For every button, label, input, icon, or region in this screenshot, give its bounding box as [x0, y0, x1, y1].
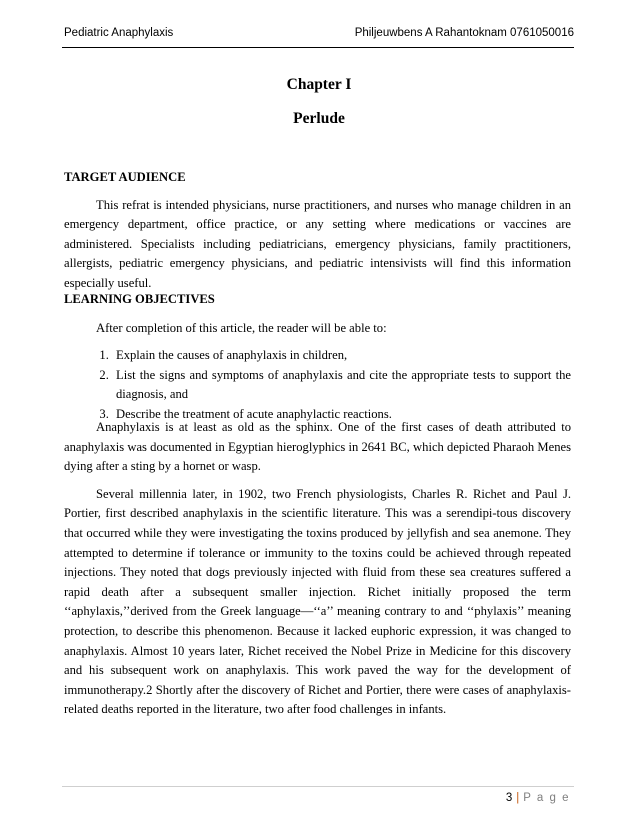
paragraph: Anaphylaxis is at least as old as the sphinx. One of the first cases of death attributed to anaphylaxis was documented in Egyptian hieroglyphics in 2641 BC, which depicted Pharaoh Menes dying after a sting by a hornet or wasp. [64, 420, 571, 474]
chapter-title: Perlude [293, 110, 345, 127]
target-audience-section [64, 168, 571, 294]
body-text [64, 418, 571, 720]
page-header [64, 27, 574, 39]
section-heading: TARGET AUDIENCE [64, 170, 186, 184]
header-author: Philjeuwbens A Rahantoknam 0761050016 [354, 27, 574, 39]
objectives-list [64, 346, 571, 424]
list-item: 2. List the signs and symptoms of anaphylaxis and cite the appropriate tests to support the diagnosis, and [112, 366, 571, 405]
list-item: 1. Explain the causes of anaphylaxis in children, [112, 346, 571, 366]
paragraph: Several millennia later, in 1902, two French physiologists, Charles R. Richet and Paul J. Portier, first described anaphylaxis in the scientific literature. This was a serendipi-tous discovery that occurred while they were investigating the toxins produced by jellyfish and sea anemone. They attempted to determine if tolerance or immunity to the toxins could be achieved through repeated injections. They noted that dogs previously injected with fluid from these sea creatures suffered a rapid death after a subsequent smaller injection. Richet initially proposed the term ‘‘aphylaxis,’’derived from the Greek language—‘‘a’’ meaning contrary to and ‘‘phylaxis’’ meaning protection, to describe this phenomenon. Because it lacked euphoric expression, it was changed to anaphylaxis. Almost 10 years later, Richet received the Nobel Prize in Medicine for this discovery and his subsequent work on anaphylaxis. This work paved the way for the development of immunotherapy.2 Shortly after the discovery of Richet and Portier, there were cases of anaphylaxis-related deaths reported in the literature, two after food challenges in infants. [64, 486, 571, 717]
footer-separator: | [516, 792, 520, 804]
paragraph: This refrat is intended physicians, nurse practitioners, and nurses who manage children in an emergency department, office practice, or any setting where medications or vaccines are administered. Specialists including pediatricians, emergency physicians, family practitioners, allergists, pediatric emergency physicians, and pediatric intensivists will find this information especially useful. [64, 197, 571, 290]
header-divider [62, 47, 574, 48]
chapter-number: Chapter I [286, 76, 352, 93]
list-item: 3. Describe the treatment of acute anaphylactic reactions. [112, 405, 571, 425]
header-title: Pediatric Anaphylaxis [64, 27, 174, 39]
page-number: 3 [505, 792, 513, 804]
paragraph: After completion of this article, the reader will be able to: [96, 320, 387, 335]
learning-objectives-section [64, 290, 571, 425]
section-heading: LEARNING OBJECTIVES [64, 292, 215, 306]
page-footer [506, 792, 570, 804]
footer-divider [62, 786, 574, 787]
page-label: P a g e [523, 792, 570, 804]
